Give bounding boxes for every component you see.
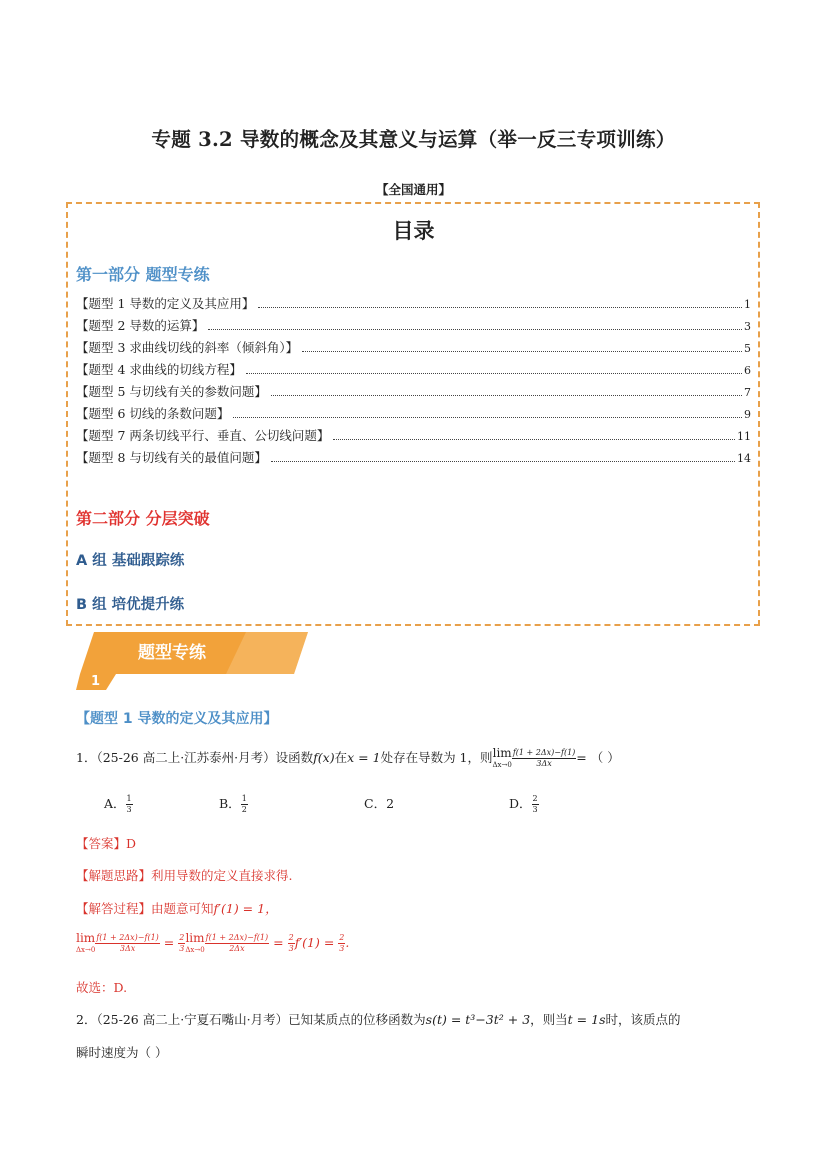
toc-part1-label: 第一部分 题型专练 [76, 265, 210, 284]
banner-label: 题型专练 [138, 643, 206, 663]
toc-item-label: 【题型 3 求曲线切线的斜率（倾斜角）】 [76, 340, 299, 355]
toc-item-label: 【题型 1 导数的定义及其应用】 [76, 296, 255, 311]
q1-option-d[interactable]: D． $\frac{2}{3}$ [509, 794, 538, 814]
q1-mid1: 在 [334, 750, 348, 765]
toc-item-page: 9 [744, 408, 751, 421]
toc-item[interactable] [76, 338, 751, 360]
toc-leader [271, 395, 742, 396]
q1-process: 【解答过程】由题意可知f′(1) = 1， [76, 901, 278, 916]
toc-group-b[interactable]: B 组 培优提升练 [76, 597, 185, 613]
page-subtitle: 【全国通用】 [375, 182, 451, 197]
toc-item[interactable] [76, 360, 751, 382]
q1-prefix: 1．（25-26 高二上·江苏泰州·月考）设函数 [76, 750, 314, 765]
q1-limit: lim Δx→0 [492, 746, 512, 769]
q1-option-a[interactable]: A． $\frac{1}{3}$ [104, 794, 132, 814]
banner-number: 1 [91, 674, 101, 689]
page-title: 专题 3.2 导数的概念及其意义与运算（举一反三专项训练） [151, 128, 676, 151]
q1-fx: f(x) [313, 750, 335, 765]
q1-option-b[interactable]: B． $\frac{1}{2}$ [219, 794, 247, 814]
q1-cond: x = 1 [347, 750, 381, 765]
q1-answer: 【答案】D [76, 836, 137, 851]
question-2: 2．（25-26 高二上·宁夏石嘴山·月考）已知某质点的位移函数为s(t) = t³−3t² + 3，则当t = 1s时，该质点的 [76, 1012, 681, 1027]
question-2-line2: 瞬时速度为（ ） [76, 1045, 168, 1060]
toc-item[interactable] [76, 316, 751, 338]
toc-item-page: 5 [744, 342, 751, 355]
toc-leader [258, 307, 742, 308]
toc-item-page: 14 [737, 452, 751, 465]
toc-item-page: 1 [744, 298, 751, 311]
toc-leader [246, 373, 742, 374]
toc-item-page: 7 [744, 386, 751, 399]
toc-item-page: 3 [744, 320, 751, 333]
question-1 [76, 747, 620, 770]
q1-derivation: lim Δx→0 $\frac{f(1 + 2\Delta x)-f(1)}{3\Delta x}$ = $\frac{2}{3}$ lim Δx→0 $\frac{f(1 + 2\Delta x)-f(1)}{2\Delta x}$ = $\frac{2}{3}$ f′(1) = $\frac{2}{3}$ . [76, 931, 350, 954]
q1-choose: 故选：D. [76, 980, 128, 995]
toc-item-label: 【题型 4 求曲线的切线方程】 [76, 362, 242, 377]
toc-item[interactable] [76, 448, 751, 470]
toc-item-label: 【题型 5 与切线有关的参数问题】 [76, 384, 267, 399]
toc-item-label: 【题型 8 与切线有关的最值问题】 [76, 450, 267, 465]
toc-item[interactable] [76, 404, 751, 426]
toc-group-a[interactable]: A 组 基础跟踪练 [76, 553, 185, 569]
toc-leader [233, 417, 742, 418]
toc-item-label: 【题型 2 导数的运算】 [76, 318, 205, 333]
q1-option-c[interactable]: C．2 [364, 796, 395, 811]
q1-tail: = （ ） [576, 750, 620, 765]
toc-leader [271, 461, 735, 462]
toc-heading: 目录 [392, 219, 435, 243]
toc-item-page: 6 [744, 364, 751, 377]
toc-leader [208, 329, 742, 330]
toc-item[interactable] [76, 294, 751, 316]
toc-item[interactable] [76, 426, 751, 448]
toc-item-label: 【题型 7 两条切线平行、垂直、公切线问题】 [76, 428, 330, 443]
toc-leader [333, 439, 735, 440]
toc-part2-label: 第二部分 分层突破 [76, 509, 210, 528]
toc-item-label: 【题型 6 切线的条数问题】 [76, 406, 230, 421]
toc-leader [302, 351, 742, 352]
toc-item[interactable] [76, 382, 751, 404]
section-banner [76, 630, 316, 692]
section-heading: 【题型 1 导数的定义及其应用】 [76, 711, 278, 727]
q1-fraction: $\frac{f(1 + 2\Delta x)-f(1)}{3\Delta x}$ [512, 748, 576, 768]
q1-idea: 【解题思路】利用导数的定义直接求得. [76, 868, 293, 883]
q1-mid2: 处存在导数为 1，则 [380, 750, 493, 765]
toc-item-page: 11 [737, 430, 751, 443]
toc-list [76, 294, 751, 470]
